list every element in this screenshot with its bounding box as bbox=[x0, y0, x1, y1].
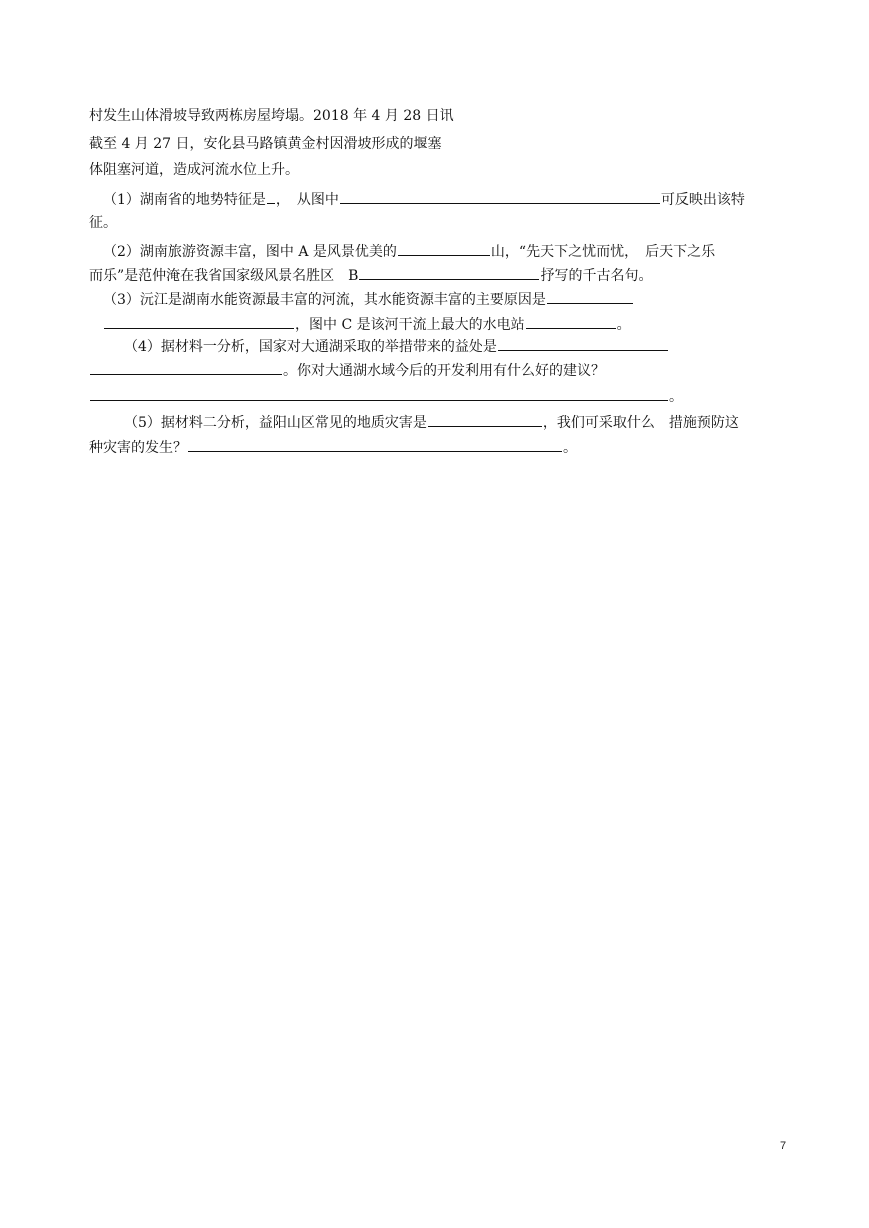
answer-blank-1b[interactable] bbox=[340, 188, 660, 204]
material-line-2: 截至 4 月 27 日，安化县马路镇黄金村因滑坡形成的堰塞 bbox=[89, 136, 442, 152]
question-1-line-1 bbox=[103, 188, 745, 208]
answer-blank-5a[interactable] bbox=[428, 411, 542, 427]
question-5-text-a: （5）据材料二分析，益阳山区常见的地质灾害是 bbox=[124, 415, 427, 431]
question-1-text-a: （1）湖南省的地势特征是 bbox=[103, 192, 266, 208]
question-3-line-2 bbox=[103, 313, 631, 333]
question-4-text-a: （4）据材料一分析，国家对大通湖采取的举措带来的益处是 bbox=[124, 339, 497, 355]
question-2-text-c: 而乐”是范仲淹在我省国家级风景名胜区 B bbox=[89, 268, 359, 284]
question-5-line-2 bbox=[89, 436, 577, 456]
answer-blank-5b[interactable] bbox=[188, 436, 562, 452]
question-4-line-1 bbox=[124, 335, 669, 355]
question-2-text-b: 山，“先天下之忧而忧， 后天下之乐 bbox=[490, 244, 716, 260]
page-number: 7 bbox=[780, 1140, 787, 1152]
question-3-line-1 bbox=[103, 288, 634, 308]
answer-blank-3c[interactable] bbox=[526, 313, 616, 329]
question-1-line-2: 征。 bbox=[89, 215, 117, 231]
material-line-3: 体阻塞河道，造成河流水位上升。 bbox=[89, 162, 299, 178]
question-5-text-c: 种灾害的发生？ bbox=[89, 440, 187, 456]
answer-blank-4c[interactable] bbox=[90, 385, 668, 401]
answer-blank-2a[interactable] bbox=[398, 240, 490, 256]
answer-blank-3a[interactable] bbox=[547, 288, 633, 304]
material-line-1: 村发生山体滑坡导致两栋房屋垮塌。2018 年 4 月 28 日讯 bbox=[89, 108, 454, 124]
answer-blank-4b[interactable] bbox=[90, 359, 282, 375]
question-1-text-b: ， 从图中 bbox=[275, 192, 339, 208]
question-4-line-2 bbox=[89, 359, 605, 379]
answer-blank-4a[interactable] bbox=[498, 335, 668, 351]
question-1-text-c: 可反映出该特 bbox=[660, 192, 745, 208]
question-4-text-b: 。你对大通湖水域今后的开发利用有什么好的建议？ bbox=[283, 363, 605, 379]
question-5-text-b: ，我们可采取什么 措施预防这 bbox=[542, 415, 739, 431]
question-2-line-1 bbox=[103, 240, 715, 260]
question-4-line-3 bbox=[89, 385, 683, 405]
question-2-text-a: （2）湖南旅游资源丰富，图中 A 是风景优美的 bbox=[103, 244, 397, 260]
answer-blank-1a[interactable] bbox=[267, 188, 275, 204]
question-5-text-d: 。 bbox=[563, 440, 577, 456]
answer-blank-3b[interactable] bbox=[104, 313, 294, 329]
question-3-text-a: （3）沅江是湖南水能资源最丰富的河流，其水能资源丰富的主要原因是 bbox=[103, 292, 546, 308]
question-5-line-1 bbox=[124, 411, 739, 431]
question-4-text-c: 。 bbox=[669, 389, 683, 405]
answer-blank-2b[interactable] bbox=[359, 264, 539, 280]
question-3-text-c: 。 bbox=[616, 317, 631, 333]
question-2-text-d: 抒写的千古名句。 bbox=[540, 268, 653, 284]
question-2-line-2 bbox=[89, 264, 652, 284]
question-3-text-b: ，图中 C 是该河干流上最大的水电站 bbox=[295, 317, 525, 333]
